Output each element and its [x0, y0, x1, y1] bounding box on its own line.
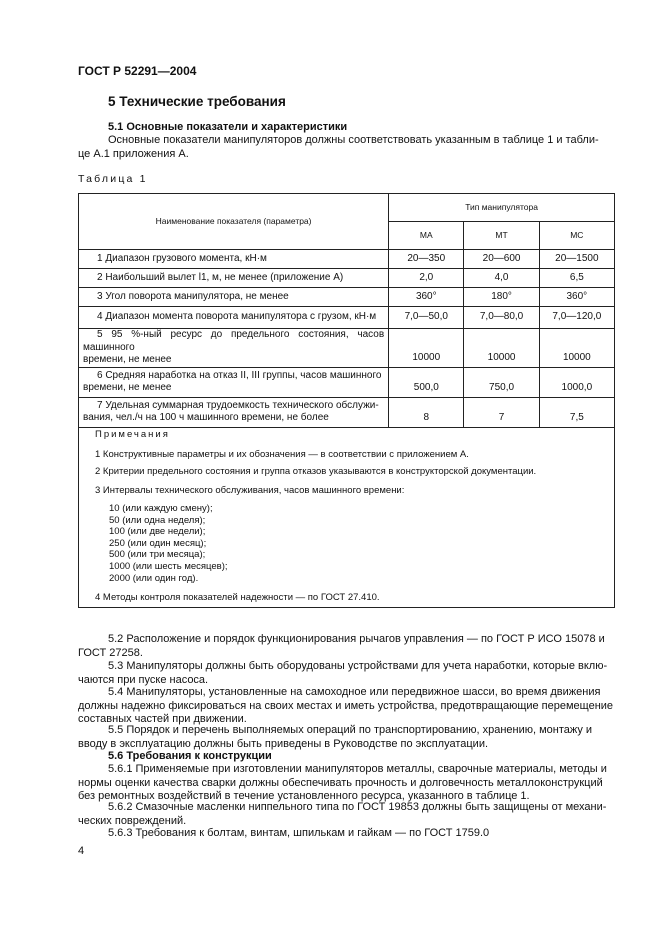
- cell-mc: 1000,0: [539, 367, 614, 397]
- table-row: [79, 367, 615, 397]
- header-manipulator-type: Тип манипулятора: [389, 194, 615, 222]
- cell-ma: 8: [389, 397, 464, 427]
- table-1: [78, 193, 615, 428]
- paragraph-5-2: 5.2 Расположение и порядок функционирования рычагов управления — по ГОСТ Р ИСО 15078 и ГОСТ 27258.: [78, 633, 605, 659]
- section-title: 5 Технические требования: [108, 94, 286, 109]
- interval-item: 250 (или один месяц);: [109, 537, 207, 549]
- note-item: 2 Критерии предельного состояния и группа отказов указываются в конструкторской документации.: [95, 466, 537, 477]
- row-label: 6 Средняя наработка на отказ II, III группы, часов машинного времени, не менее: [79, 367, 389, 397]
- row-label: 3 Угол поворота манипулятора, не менее: [79, 288, 389, 307]
- interval-item: 2000 (или один год).: [109, 572, 199, 584]
- row-label: 7 Удельная суммарная трудоемкость технического обслужи- вания, чел./ч на 100 ч машинного времени, не более: [79, 397, 389, 427]
- paragraph-5-5: 5.5 Порядок и перечень выполняемых операций по транспортированию, хранению, монтажу и вводу в эксплуатацию должны быть приведены в Руководстве по эксплуатации.: [78, 724, 593, 750]
- cell-mt: 4,0: [464, 269, 539, 288]
- note-item: 1 Конструктивные параметры и их обозначения — в соответствии с приложением А.: [95, 449, 469, 460]
- maintenance-intervals: [109, 503, 228, 584]
- notes-title: Примечания: [95, 429, 170, 440]
- cell-ma: 360°: [389, 288, 464, 307]
- intro-paragraph: Основные показатели манипуляторов должны соответствовать указанным в таблице 1 и табли- це А.1 приложения А.: [78, 134, 599, 160]
- cell-mt: 750,0: [464, 367, 539, 397]
- interval-item: 100 (или две недели);: [109, 526, 206, 538]
- paragraph-5-3: 5.3 Манипуляторы должны быть оборудованы устройствами для учета наработки, которые вклю- чаются при пуске насоса.: [78, 660, 608, 686]
- subsection-5-1-title: 5.1 Основные показатели и характеристики: [108, 121, 348, 133]
- cell-mt: 20—600: [464, 250, 539, 269]
- cell-ma: 2,0: [389, 269, 464, 288]
- table-row: [79, 269, 615, 288]
- cell-mc: 10000: [539, 329, 614, 368]
- table-notes: [78, 424, 615, 608]
- type-mt: МТ: [464, 222, 539, 250]
- type-ma: МА: [389, 222, 464, 250]
- subsection-5-6-title: 5.6 Требования к конструкции: [108, 750, 272, 762]
- cell-mt: 7: [464, 397, 539, 427]
- cell-ma: 20—350: [389, 250, 464, 269]
- cell-ma: 10000: [389, 329, 464, 368]
- note-item: 4 Методы контроля показателей надежности — по ГОСТ 27.410.: [95, 592, 380, 603]
- interval-item: 50 (или одна неделя);: [109, 514, 206, 526]
- table-row: [79, 307, 615, 329]
- page-number: 4: [78, 845, 85, 857]
- table-row: [79, 288, 615, 307]
- cell-ma: 7,0—50,0: [389, 307, 464, 329]
- row-label: 1 Диапазон грузового момента, кН·м: [79, 250, 389, 269]
- table-row: [79, 397, 615, 427]
- table-row: [79, 250, 615, 269]
- note-item: 3 Интервалы технического обслуживания, часов машинного времени:: [95, 485, 405, 496]
- cell-mc: 6,5: [539, 269, 614, 288]
- cell-mc: 20—1500: [539, 250, 614, 269]
- row-label: 5 95 %-ный ресурс до предельного состояния, часов машинного времени, не менее: [79, 329, 389, 368]
- interval-item: 1000 (или шесть месяцев);: [109, 560, 228, 572]
- paragraph-5-6-3: 5.6.3 Требования к болтам, винтам, шпилькам и гайкам — по ГОСТ 1759.0: [108, 827, 490, 839]
- document-header: ГОСТ Р 52291—2004: [78, 64, 197, 78]
- cell-mc: 7,5: [539, 397, 614, 427]
- cell-mt: 7,0—80,0: [464, 307, 539, 329]
- cell-mc: 7,0—120,0: [539, 307, 614, 329]
- type-mc: МС: [539, 222, 614, 250]
- paragraph-5-6-1: 5.6.1 Применяемые при изготовлении манипуляторов металлы, сварочные материалы, методы и нормы оценки качества сварки должны обеспечивать прочность и долговечность металлоконструкций без ремонтных воздействий в течение установленного ресурса, указанного в таблице 1.: [78, 763, 607, 802]
- interval-item: 10 (или каждую смену);: [109, 503, 213, 514]
- paragraph-5-4: 5.4 Манипуляторы, установленные на самоходное или передвижное шасси, во время движения должны надежно фиксироваться на своих местах и иметь устройства, предотвращающие перемещение составных частей при движении.: [78, 686, 614, 725]
- row-label: 4 Диапазон момента поворота манипулятора с грузом, кН·м: [79, 307, 389, 329]
- header-parameter-name: Наименование показателя (параметра): [79, 194, 389, 250]
- table-row: [79, 329, 615, 368]
- cell-ma: 500,0: [389, 367, 464, 397]
- cell-mt: 10000: [464, 329, 539, 368]
- interval-item: 500 (или три месяца);: [109, 549, 206, 561]
- cell-mt: 180°: [464, 288, 539, 307]
- cell-mc: 360°: [539, 288, 614, 307]
- row-label: 2 Наибольший вылет l1, м, не менее (приложение А): [79, 269, 389, 288]
- paragraph-5-6-2: 5.6.2 Смазочные масленки ниппельного типа по ГОСТ 19853 должны быть защищены от механи- ческих повреждений.: [78, 801, 607, 827]
- table-header-row: [79, 194, 615, 222]
- table-caption: Таблица 1: [78, 173, 148, 185]
